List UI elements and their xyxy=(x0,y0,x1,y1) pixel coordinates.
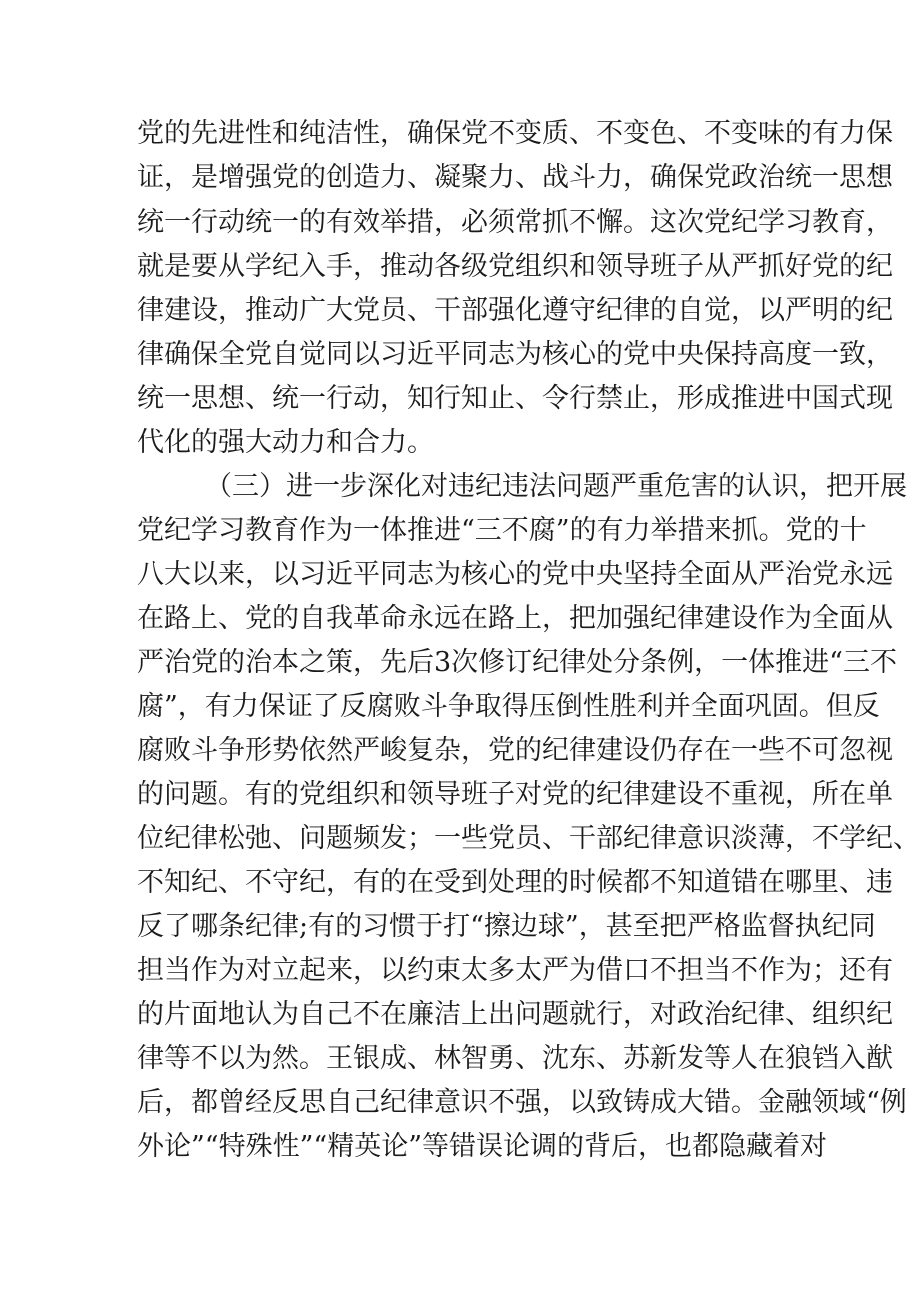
paragraph-line: 的片面地认为自己不在廉洁上出问题就行，对政治纪律、组织纪 xyxy=(137,999,893,1030)
paragraph-line: 严治党的治本之策，先后3次修订纪律处分条例，一体推进“三不 xyxy=(137,647,897,678)
paragraph-line: 律确保全党自觉同以习近平同志为核心的党中央保持高度一致， xyxy=(137,339,893,370)
paragraph-line: 律建设，推动广大党员、干部强化遵守纪律的自觉，以严明的纪 xyxy=(137,295,893,326)
section-heading-line: （三）进一步深化对违纪违法问题严重危害的认识，把开展 xyxy=(205,471,907,502)
paragraph-line: 八大以来，以习近平同志为核心的党中央坚持全面从严治党永远 xyxy=(137,559,893,590)
paragraph-line: 不知纪、不守纪，有的在受到处理的时候都不知道错在哪里、违 xyxy=(137,867,893,898)
paragraph-line: 党的先进性和纯洁性，确保党不变质、不变色、不变味的有力保 xyxy=(137,118,893,149)
paragraph-line: 外论”“特殊性”“精英论”等错误论调的背后，也都隐藏着对 xyxy=(137,1131,828,1162)
paragraph-line: 党纪学习教育作为一体推进“三不腐”的有力举措来抓。党的十 xyxy=(137,515,867,546)
paragraph-line: 就是要从学纪入手，推动各级党组织和领导班子从严抓好党的纪 xyxy=(137,251,893,282)
paragraph-line: 腐”，有力保证了反腐败斗争取得压倒性胜利并全面巩固。但反 xyxy=(137,691,880,722)
paragraph-line: 担当作为对立起来，以约束太多太严为借口不担当不作为；还有 xyxy=(137,955,893,986)
paragraph-line: 律等不以为然。王银成、林智勇、沈东、苏新发等人在狼铛入猷 xyxy=(137,1043,893,1074)
paragraph-line: 腐败斗争形势依然严峻复杂，党的纪律建设仍存在一些不可忽视 xyxy=(137,735,893,766)
paragraph-line: 统一思想、统一行动，知行知止、令行禁止，形成推进中国式现 xyxy=(137,383,893,414)
paragraph-line: 代化的强大动力和合力。 xyxy=(137,427,434,458)
paragraph-line: 位纪律松弛、问题频发；一些党员、干部纪律意识淡薄，不学纪、 xyxy=(137,823,920,854)
paragraph-line: 在路上、党的自我革命永远在路上，把加强纪律建设作为全面从 xyxy=(137,603,893,634)
paragraph-line: 反了哪条纪律;有的习惯于打“擦边球”，甚至把严格监督执纪同 xyxy=(137,911,876,942)
paragraph-line: 证，是增强党的创造力、凝聚力、战斗力，确保党政治统一思想 xyxy=(137,162,893,193)
paragraph-line: 的问题。有的党组织和领导班子对党的纪律建设不重视，所在单 xyxy=(137,779,893,810)
paragraph-line: 统一行动统一的有效举措，必须常抓不懈。这次党纪学习教育， xyxy=(137,207,893,238)
paragraph-line: 后，都曾经反思自己纪律意识不强，以致铸成大错。金融领域“例 xyxy=(137,1087,907,1118)
